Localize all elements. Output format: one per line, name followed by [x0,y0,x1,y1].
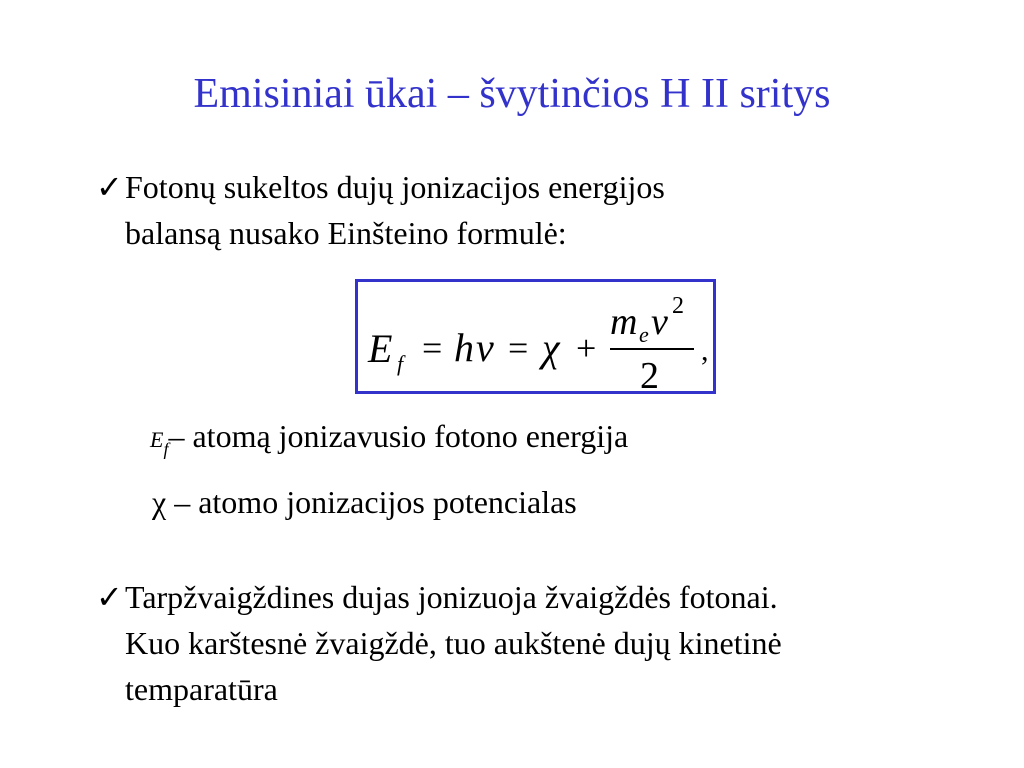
formula-comma: , [701,334,709,367]
formula-plus: + [576,328,597,368]
formula-velocity-v: v [651,301,668,343]
formula-equals-1: = [422,328,443,368]
formula-energy-symbol: E [368,326,393,371]
formula-equals-2: = [508,328,529,368]
definition-dash: – [166,484,191,520]
definition-dash: – [168,418,185,454]
slide-title: Emisiniai ūkai – švytinčios H II sritys [193,71,831,117]
definition-chi [152,480,577,524]
formula-planck-h: h [454,325,474,370]
bullet-line: Kuo karštesnė žvaigždė, tuo aukštenė dujų kinetinė [125,625,782,661]
definition-symbol-subscript: f [163,439,169,459]
formula-box [355,279,716,394]
definition-symbol-chi: χ [152,484,167,520]
formula-frequency-nu: ν [476,325,494,370]
bullet-line: Tarpžvaigždines dujas jonizuoja žvaigždės fotonai. [125,579,778,615]
checkmark-icon: ✓ [96,169,123,205]
bullet-einstein-formula [96,164,665,256]
einstein-formula [358,282,713,391]
bullet-star-photons [96,574,782,712]
definition-energy [150,414,628,463]
definition-text: atomą jonizavusio fotono energija [184,418,629,454]
bullet-line: Fotonų sukeltos dujų jonizacijos energijos [125,169,665,205]
bullet-line: balansą nusako Einšteino formulė: [125,215,567,251]
definition-text: atomo jonizacijos potencialas [190,484,577,520]
formula-mass-subscript: e [639,322,649,347]
checkmark-icon: ✓ [96,579,123,615]
formula-energy-subscript: f [397,351,404,376]
formula-chi: χ [542,325,560,370]
formula-denominator: 2 [640,355,659,391]
bullet-line: temparatūra [125,671,278,707]
formula-exponent: 2 [672,293,684,319]
formula-mass-m: m [610,301,638,343]
definition-symbol-e: E [150,427,164,452]
